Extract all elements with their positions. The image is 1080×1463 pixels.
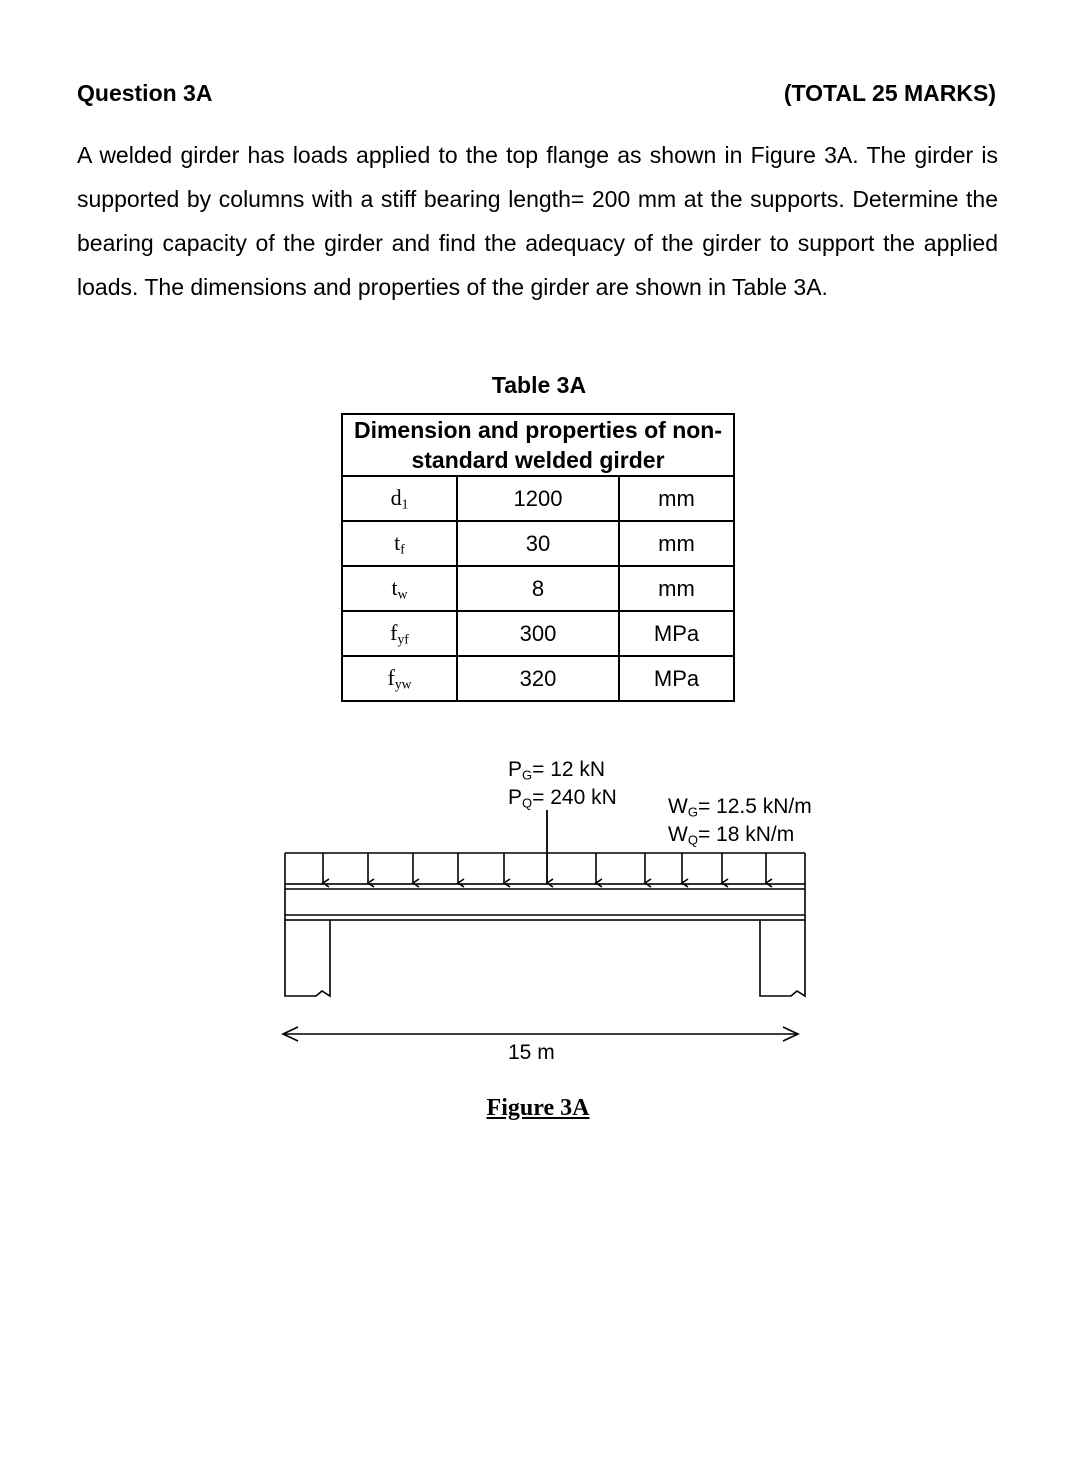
table-heading: Dimension and properties of non-standard welded girder <box>342 414 734 476</box>
unit-cell: mm <box>619 521 734 566</box>
value-cell: 300 <box>457 611 619 656</box>
point-load-dead-label: $P_G= 12$ kN <box>508 758 606 783</box>
symbol-cell: $t_f$ <box>342 521 457 566</box>
symbol-cell: $d_1$ <box>342 476 457 521</box>
question-label: Question 3A <box>77 80 213 106</box>
udl-live-label: $W_Q= 18$ kN/m <box>668 823 795 848</box>
unit-cell: mm <box>619 476 734 521</box>
unit-cell: mm <box>619 566 734 611</box>
symbol-cell: $t_w$ <box>342 566 457 611</box>
table-caption: Table 3A <box>491 372 587 398</box>
unit-cell: MPa <box>619 656 734 701</box>
symbol-cell: $f_{yf}$ <box>342 611 457 656</box>
span-label: 15 m <box>508 1041 555 1064</box>
udl-arrows <box>323 853 766 883</box>
unit-cell: MPa <box>619 611 734 656</box>
value-cell: 1200 <box>457 476 619 521</box>
value-cell: 320 <box>457 656 619 701</box>
figure-caption: Figure 3A <box>486 1095 590 1121</box>
left-column <box>285 920 330 996</box>
value-cell: 8 <box>457 566 619 611</box>
value-cell: 30 <box>457 521 619 566</box>
point-load-live-label: $P_Q= 240$ kN <box>508 786 617 811</box>
total-marks-label: (TOTAL 25 MARKS) <box>783 80 996 106</box>
right-column <box>760 920 805 996</box>
question-text: A welded girder has loads applied to the top flange as shown in Figure 3A. The girder is supported by columns with a stiff bearing length= 200 mm at the supports. Determine the bearing capacity of the girder and find the adequacy of the girder to support the applied loads. The dimensions and properties of the girder are shown in Table 3A. <box>77 142 998 300</box>
udl-dead-label: $W_G= 12.5$ kN/m <box>668 795 812 820</box>
symbol-cell: $f_{yw}$ <box>342 656 457 701</box>
